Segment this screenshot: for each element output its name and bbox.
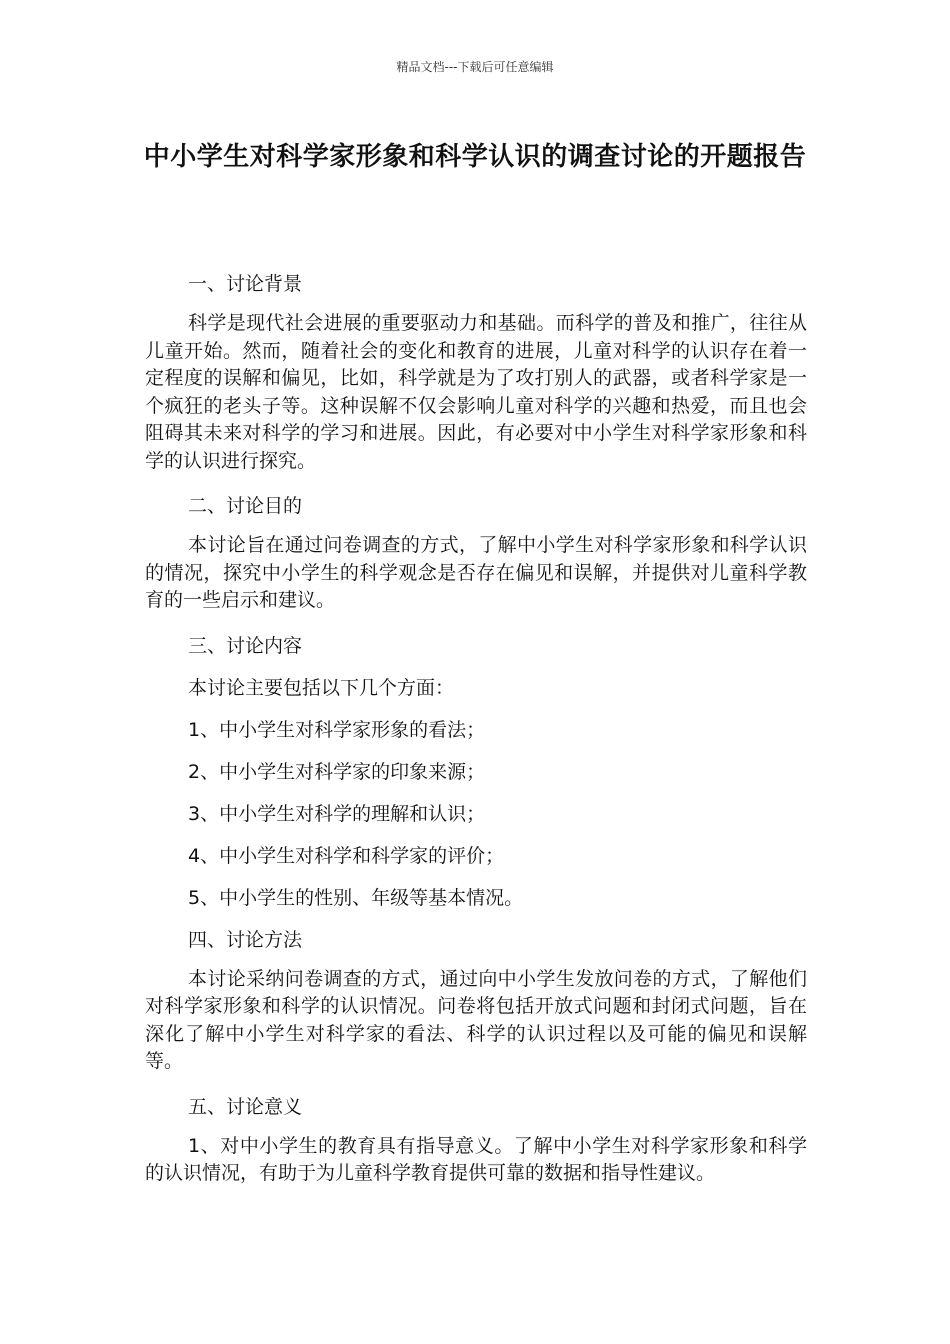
content-list-item: 1、中小学生对科学家形象的看法； — [188, 718, 486, 741]
section-heading-purpose: 二、讨论目的 — [188, 495, 303, 517]
header-note: 精品文档---下载后可任意编辑 — [396, 60, 554, 74]
content-intro: 本讨论主要包括以下几个方面： — [188, 676, 455, 699]
content-list-item: 4、中小学生对科学和科学家的评价； — [188, 844, 505, 867]
paragraph-background: 科学是现代社会进展的重要驱动力和基础。而科学的普及和推广，往往从儿童开始。然而，随着社会的变化和教育的进展，儿童对科学的认识存在着一定程度的误解和偏见，比如，科学就是为了攻打别人的武器，或者科学家是一个疯狂的老头子等。这种误解不仅会影响儿童对科学的兴趣和热爱，而且也会阻碍其未来对科学的学习和进展。因此，有必要对中小学生对科学家形象和科学的认识进行探究。 — [145, 312, 807, 472]
section-heading-method: 四、讨论方法 — [188, 928, 303, 951]
content-list-item: 3、中小学生对科学的理解和认识； — [188, 802, 486, 825]
document-body — [145, 268, 807, 1203]
paragraph-method: 本讨论采纳问卷调查的方式，通过向中小学生发放问卷的方式，了解他们对科学家形象和科学的认识情况。问卷将包括开放式问题和封闭式问题，旨在深化了解中小学生对科学家的看法、科学的认识过程以及可能的偏见和误解等。 — [145, 967, 807, 1072]
paragraph-significance: 1、对中小学生的教育具有指导意义。了解中小学生对科学家形象和科学的认识情况，有助于为儿童科学教育提供可靠的数据和指导性建议。 — [145, 1134, 807, 1184]
section-heading-significance: 五、讨论意义 — [188, 1095, 303, 1118]
section-heading-content: 三、讨论内容 — [188, 634, 303, 657]
document-title: 中小学生对科学家形象和科学认识的调查讨论的开题报告 — [143, 142, 807, 172]
section-heading-background: 一、讨论背景 — [188, 273, 303, 295]
content-list-item: 2、中小学生对科学家的印象来源； — [188, 760, 486, 783]
content-list-item: 5、中小学生的性别、年级等基本情况。 — [188, 886, 524, 909]
paragraph-purpose: 本讨论旨在通过问卷调查的方式，了解中小学生对科学家形象和科学认识的情况，探究中小学生的科学观念是否存在偏见和误解，并提供对儿童科学教育的一些启示和建议。 — [145, 534, 807, 611]
